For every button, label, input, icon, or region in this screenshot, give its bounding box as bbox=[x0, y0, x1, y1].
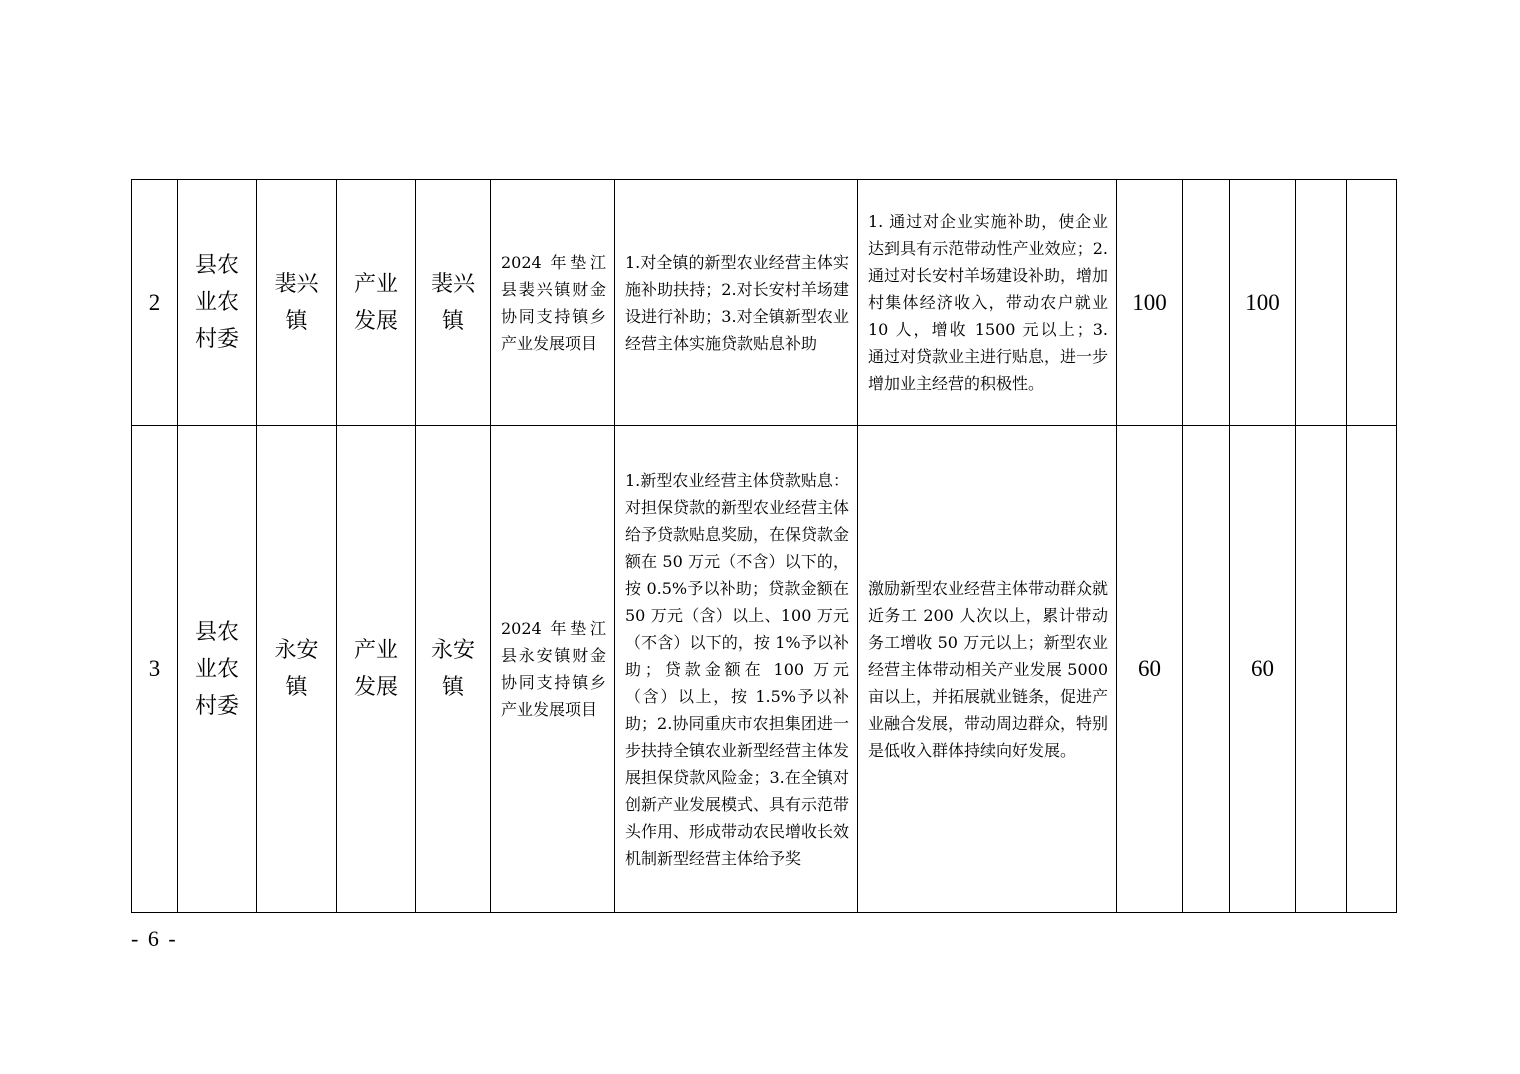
department-cell: 县农 业农 村委 bbox=[178, 426, 257, 913]
row-index: 2 bbox=[132, 180, 178, 426]
content-cell: 1.对全镇的新型农业经营主体实施补助扶持；2.对长安村羊场建设进行补助；3.对全镇新型农业经营主体实施贷款贴息补助 bbox=[615, 180, 858, 426]
total-funds-cell: 60 bbox=[1117, 426, 1183, 913]
benefit-cell: 1. 通过对企业实施补助，使企业达到具有示范带动性产业效应；2.通过对长安村羊场建设补助，增加村集体经济收入，带动农户就业 10 人，增收 1500 元以上；3. 通过对贷款业主进行贴息，进一步增加业主经营的积极性。 bbox=[858, 180, 1117, 426]
table-row bbox=[132, 426, 1397, 913]
row-index: 3 bbox=[132, 426, 178, 913]
department-cell: 县农 业农 村委 bbox=[178, 180, 257, 426]
funds-cell-d bbox=[1347, 180, 1397, 426]
town-cell: 永安 镇 bbox=[257, 426, 337, 913]
funds-cell-a bbox=[1183, 180, 1230, 426]
content-cell: 1.新型农业经营主体贷款贴息：对担保贷款的新型农业经营主体给予贷款贴息奖励，在保贷款金额在 50 万元（不含）以下的，按 0.5%予以补助；贷款金额在 50 万元（含）以上、100 万元（不含）以下的，按 1%予以补助；贷款金额在 100 万元（含）以上，按 1.5%予以补助；2.协同重庆市农担集团进一步扶持全镇农业新型经营主体发展担保贷款风险金；3.在全镇对创新产业发展模式、具有示范带头作用、形成带动农民增收长效机制新型经营主体给予奖 bbox=[615, 426, 858, 913]
funds-cell-c bbox=[1296, 426, 1347, 913]
table-row bbox=[132, 180, 1397, 426]
category-cell: 产业 发展 bbox=[337, 426, 416, 913]
benefit-cell: 激励新型农业经营主体带动群众就近务工 200 人次以上，累计带动务工增收 50 万元以上；新型农业经营主体带动相关产业发展 5000 亩以上，并拓展就业链条，促进产业融合发展，带动周边群众，特别是低收入群体持续向好发展。 bbox=[858, 426, 1117, 913]
page-number: - 6 - bbox=[131, 926, 178, 951]
project-name-cell: 2024 年垫江县永安镇财金协同支持镇乡产业发展项目 bbox=[491, 426, 615, 913]
category-cell: 产业 发展 bbox=[337, 180, 416, 426]
implementer-cell: 裴兴 镇 bbox=[416, 180, 491, 426]
funds-cell-a bbox=[1183, 426, 1230, 913]
funds-cell-c bbox=[1296, 180, 1347, 426]
town-cell: 裴兴 镇 bbox=[257, 180, 337, 426]
funds-cell-b: 60 bbox=[1230, 426, 1296, 913]
total-funds-cell: 100 bbox=[1117, 180, 1183, 426]
implementer-cell: 永安 镇 bbox=[416, 426, 491, 913]
funds-cell-d bbox=[1347, 426, 1397, 913]
project-table bbox=[131, 179, 1397, 913]
funds-cell-b: 100 bbox=[1230, 180, 1296, 426]
project-name-cell: 2024 年垫江县裴兴镇财金协同支持镇乡产业发展项目 bbox=[491, 180, 615, 426]
